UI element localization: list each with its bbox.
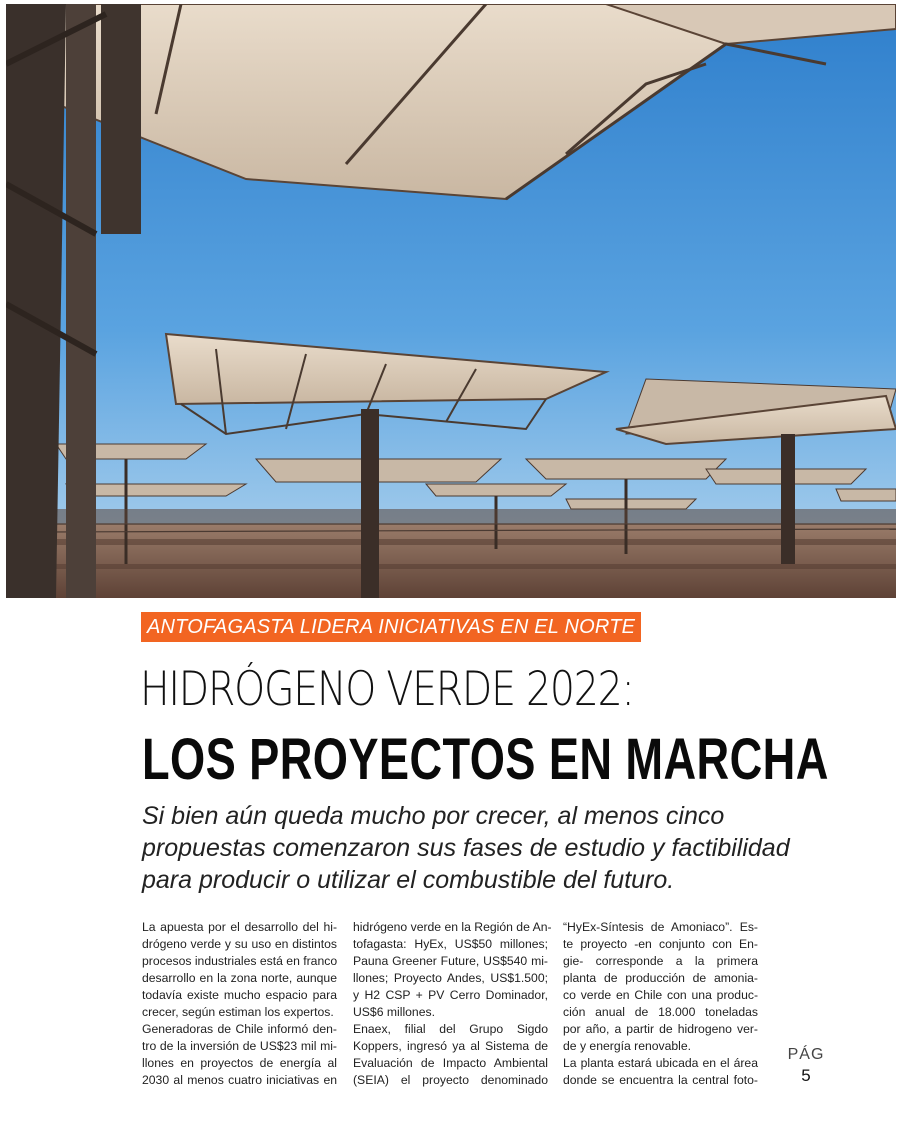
page-label: PÁG bbox=[787, 1046, 825, 1063]
text-line: por año, a partir de hidrogeno ver- bbox=[563, 1022, 758, 1036]
hero-photo bbox=[6, 4, 896, 598]
text-line: Enaex, filial del Grupo Sigdo bbox=[353, 1022, 548, 1036]
heliostat-field-image bbox=[6, 4, 896, 598]
text-line: y H2 CSP + PV Cerro Dominador, bbox=[353, 988, 548, 1002]
section-kicker: ANTOFAGASTA LIDERA INICIATIVAS EN EL NORTE bbox=[141, 612, 641, 642]
text-line: llones en proyectos de energía al bbox=[142, 1056, 337, 1070]
text-line: ción anual de 18.000 toneladas bbox=[563, 1005, 758, 1019]
subtitle bbox=[142, 800, 822, 896]
text-line: donde se encuentra la central foto- bbox=[563, 1073, 758, 1087]
subtitle-line: propuestas comenzaron sus fases de estudio y factibilidad bbox=[142, 834, 790, 862]
body-column-2 bbox=[353, 919, 552, 1089]
text-line: Koppers, ingresó ya al Sistema de bbox=[353, 1039, 548, 1053]
page-number: 5 bbox=[801, 1066, 811, 1085]
subtitle-line: para producir o utilizar el combustible del futuro. bbox=[142, 866, 675, 894]
text-line: todavía existe mucho espacio para bbox=[142, 988, 337, 1002]
headline-line-2: LOS PROYECTOS EN MARCHA bbox=[142, 727, 829, 792]
page-indicator bbox=[784, 1045, 828, 1087]
subtitle-line: Si bien aún queda mucho por crecer, al menos cinco bbox=[142, 802, 725, 830]
text-line: gie- corresponde a la primera bbox=[563, 954, 758, 968]
text-line: co verde en Chile con una produc- bbox=[563, 988, 758, 1002]
text-line: crecer, según estiman los expertos. bbox=[142, 1005, 334, 1019]
text-line: Pauna Greener Future, US$540 mi- bbox=[353, 954, 548, 968]
text-line: US$6 millones. bbox=[353, 1005, 435, 1019]
text-line: te proyecto -en conjunto con En- bbox=[563, 937, 758, 951]
body-column-3 bbox=[563, 919, 758, 1089]
text-line: procesos industriales está en franco bbox=[142, 954, 338, 968]
text-line: (SEIA) el proyecto denominado bbox=[353, 1073, 548, 1087]
text-line: tro de la inversión de US$23 mil mi- bbox=[142, 1039, 337, 1053]
text-line: La apuesta por el desarrollo del hi- bbox=[142, 920, 337, 934]
text-line: drógeno verde y su uso en distintos bbox=[142, 937, 337, 951]
text-line: “HyEx-Síntesis de Amoniaco”. Es- bbox=[563, 920, 758, 934]
text-line: tofagasta: HyEx, US$50 millones; bbox=[353, 937, 548, 951]
text-line: Evaluación de Impacto Ambiental bbox=[353, 1056, 548, 1070]
text-line: desarrollo en la zona norte, aunque bbox=[142, 971, 337, 985]
headline-line-1: HIDRÓGENO VERDE 2022: bbox=[140, 662, 634, 717]
body-column-1 bbox=[142, 919, 337, 1089]
text-line: Generadoras de Chile informó den- bbox=[142, 1022, 337, 1036]
text-line: planta de producción de amonia- bbox=[563, 971, 758, 985]
text-line: hidrógeno verde en la Región de An- bbox=[353, 920, 552, 934]
text-line: La planta estará ubicada en el área bbox=[563, 1056, 758, 1070]
text-line: llones; Proyecto Andes, US$1.500; bbox=[353, 971, 548, 985]
text-line: de y energía renovable. bbox=[563, 1039, 692, 1053]
text-line: 2030 al menos cuatro iniciativas en bbox=[142, 1073, 337, 1087]
